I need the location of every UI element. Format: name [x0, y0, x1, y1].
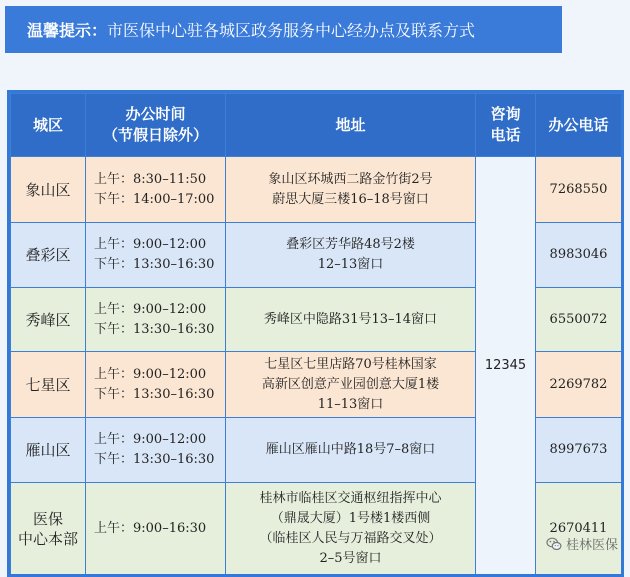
hours-cell [86, 223, 226, 288]
header-hours-line2: （节假日除外） [102, 126, 208, 144]
phone-cell: 2269782 [536, 352, 622, 418]
hours-pm: 下午：13:30–16:30 [94, 386, 215, 402]
address-cell [226, 483, 476, 575]
watermark-text: 桂林医保 [565, 538, 618, 553]
address-cell [226, 288, 476, 352]
district-cell: 叠彩区 [11, 223, 86, 288]
district-cell: 雁山区 [11, 418, 86, 483]
address-cell [226, 223, 476, 288]
district-cell: 秀峰区 [11, 288, 86, 352]
address-line: 2–5号窗口 [319, 550, 382, 566]
address-cell [226, 418, 476, 483]
notice-lead: 温馨提示： [27, 21, 108, 40]
phone-cell: 8997673 [536, 418, 622, 483]
address-line: （临桂区人民与万福路交叉处） [259, 530, 442, 546]
address-line: 雁山区雁山中路18号7–8窗口 [265, 442, 436, 457]
header-district: 城区 [11, 94, 86, 157]
address-line: 桂林市临桂区交通枢纽指挥中心 [259, 490, 442, 506]
address-line: 11–13窗口 [317, 396, 384, 412]
header-hours [86, 94, 226, 157]
district-line: 医保 [32, 509, 63, 528]
wechat-icon [546, 536, 562, 552]
address-line: 高新区创意产业园创意大厦1楼 [261, 376, 440, 392]
hours-cell [86, 483, 226, 575]
hours-cell [86, 418, 226, 483]
address-line: 七星区七里店路70号桂林国家 [264, 356, 437, 372]
notice-banner [5, 6, 562, 53]
phone-cell: 7268550 [536, 157, 622, 223]
hours-pm: 下午：13:30–16:30 [94, 257, 215, 272]
hours-am: 上午：9:00–12:00 [94, 237, 207, 252]
address-line: 叠彩区芳华路48号2楼 [286, 237, 415, 252]
header-address: 地址 [226, 94, 476, 157]
phone-cell: 6550072 [536, 288, 622, 352]
district-cell: 象山区 [11, 157, 86, 223]
address-line: 蔚思大厦三楼16–18号窗口 [272, 191, 429, 207]
hours-pm: 下午：13:30–16:30 [94, 452, 215, 467]
hours-cell [86, 288, 226, 352]
phone-cell: 2670411 [536, 483, 622, 575]
district-cell [11, 483, 86, 575]
hours-am: 上午：9:00–12:00 [94, 366, 207, 382]
address-line: 秀峰区中隐路31号13–14窗口 [263, 311, 438, 327]
hours-cell [86, 352, 226, 418]
header-consult-line2: 电话 [490, 126, 521, 144]
consult-phone-cell: 12345 [476, 157, 536, 575]
address-cell [226, 352, 476, 418]
address-line: 12–13窗口 [317, 257, 384, 272]
phone-cell: 8983046 [536, 223, 622, 288]
header-consult [476, 94, 536, 157]
office-table [7, 90, 624, 577]
district-line: 中心本部 [17, 529, 78, 548]
header-consult-line1: 咨询 [490, 105, 521, 123]
address-line: （鼎晟大厦）1号楼1楼西侧 [270, 510, 431, 526]
header-hours-line1: 办公时间 [125, 105, 186, 123]
hours-am: 上午：9:00–12:00 [94, 301, 207, 317]
address-cell [226, 157, 476, 223]
notice-text: 市医保中心驻各城区政务服务中心经办点及联系方式 [107, 21, 476, 40]
district-cell: 七星区 [11, 352, 86, 418]
table-row [11, 157, 622, 223]
table-header-row [11, 94, 622, 157]
address-line: 象山区环城西二路金竹街2号 [268, 171, 433, 187]
hours-pm: 下午：14:00–17:00 [94, 191, 215, 207]
hours-am: 上午：9:00–12:00 [94, 432, 207, 447]
hours-am: 上午：9:00–16:30 [94, 520, 207, 536]
hours-am: 上午：8:30–11:50 [94, 171, 207, 187]
hours-pm: 下午：13:30–16:30 [94, 321, 215, 337]
watermark [546, 534, 618, 553]
hours-cell [86, 157, 226, 223]
header-phone: 办公电话 [536, 94, 622, 157]
